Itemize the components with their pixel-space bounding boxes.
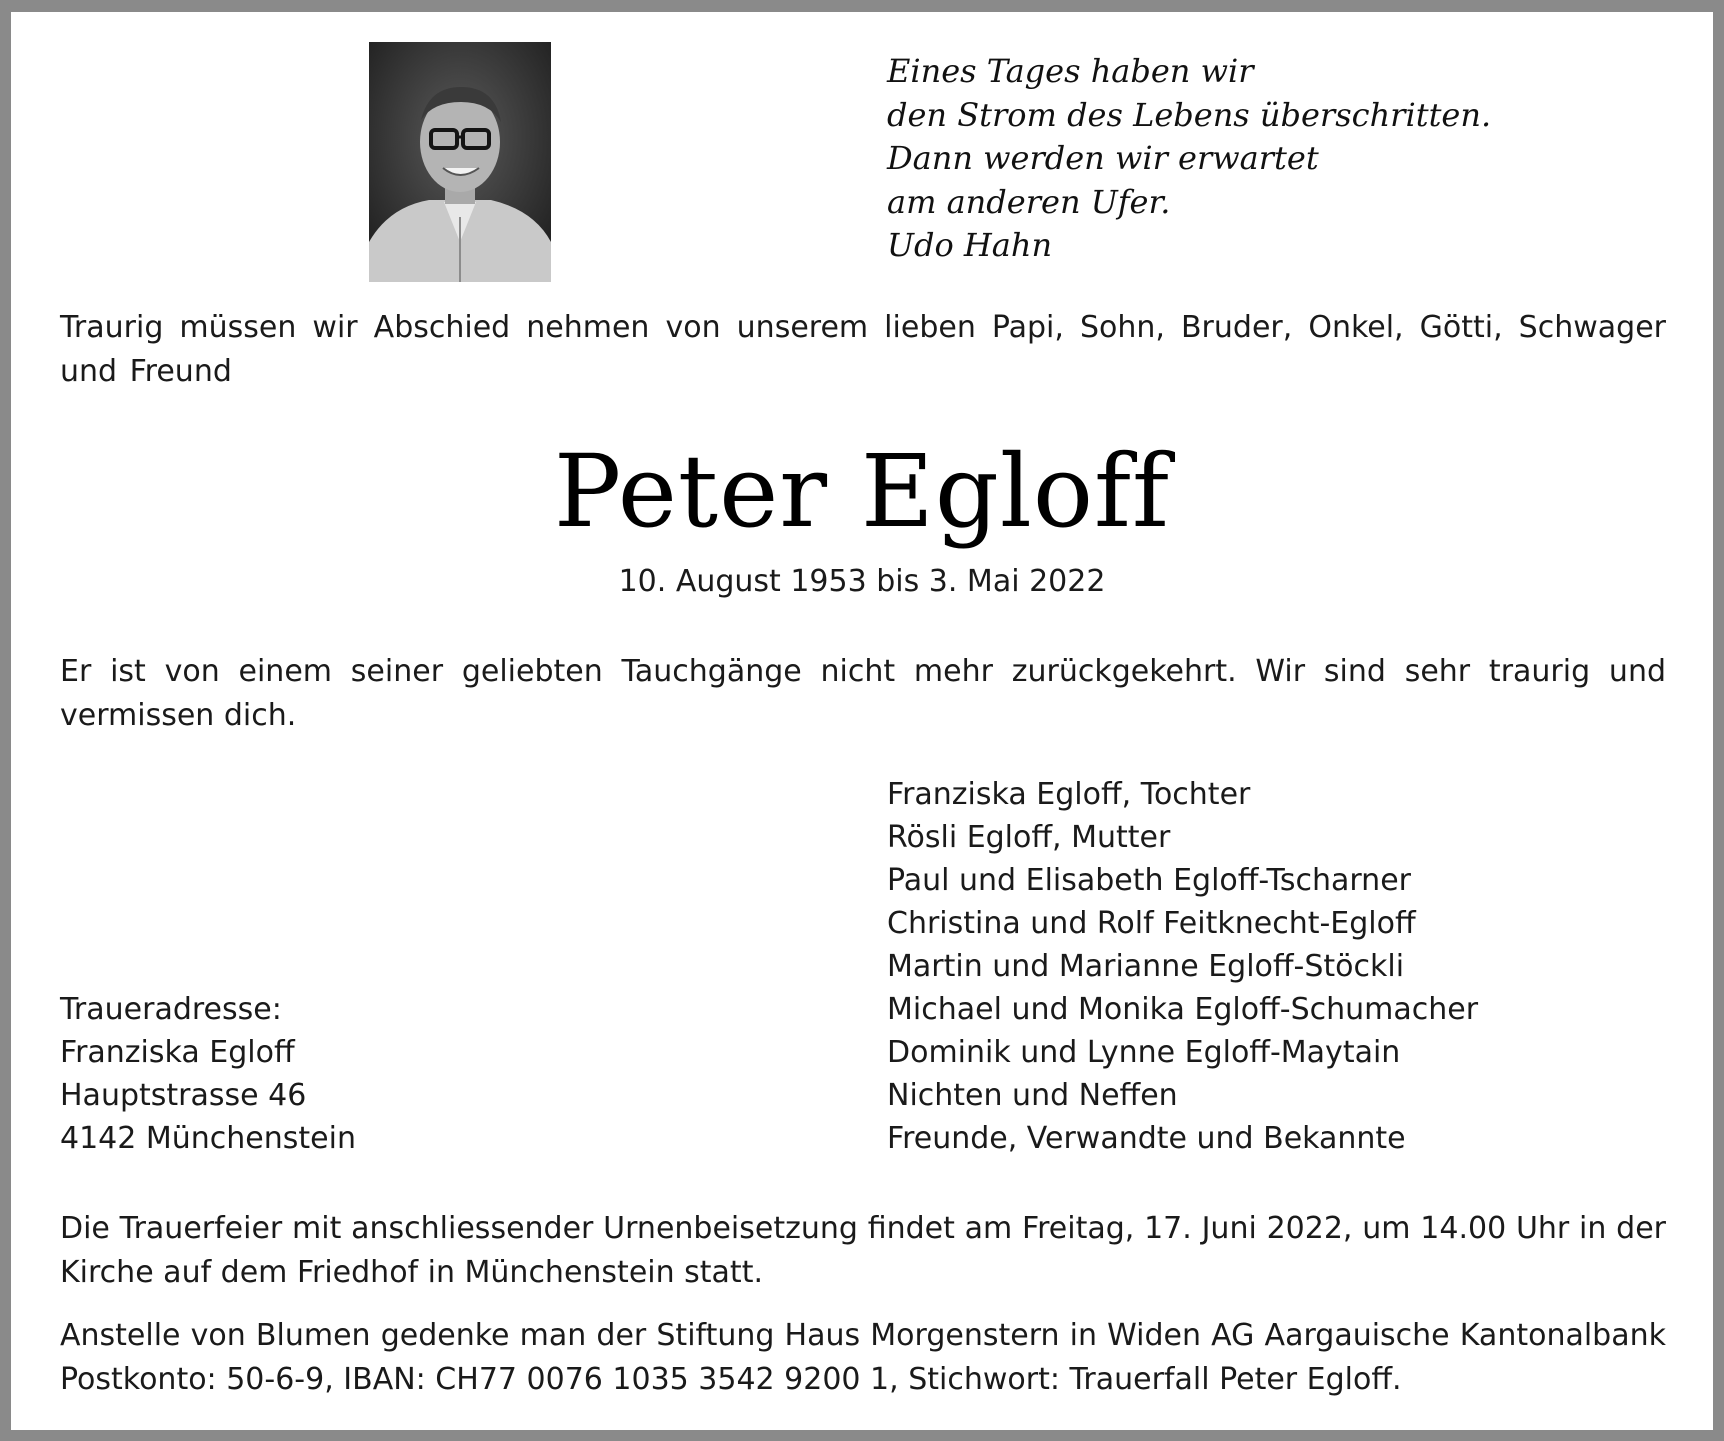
life-dates: 10. August 1953 bis 3. Mai 2022	[618, 564, 1106, 599]
mourner-item: Nichten und Neffen	[887, 1078, 1178, 1113]
mourner-item: Martin und Marianne Egloff-Stöckli	[887, 949, 1405, 984]
mourner-item: Freunde, Verwandte und Bekannte	[887, 1121, 1406, 1156]
quote-author: Udo Hahn	[887, 226, 1053, 264]
intro-text: Traurig müssen wir Abschied nehmen von unserem lieben Papi, Sohn, Bruder, Onkel, Götti, Schwager und Freund	[60, 310, 1666, 389]
quote-line: am anderen Ufer.	[887, 182, 1171, 221]
donation-text: Anstelle von Blumen gedenke man der Stiftung Haus Morgenstern in Widen AG Aargauische Kantonalbank Postkonto: 50-6-9, IBAN: CH77 0076 1035 3542 9200 1, Stichwort: Trauerfall Peter Egloff.	[60, 1318, 1666, 1397]
address-label: Traueradresse:	[60, 992, 282, 1027]
mourner-item: Franziska Egloff, Tochter	[887, 777, 1251, 812]
mourner-item: Dominik und Lynne Egloff-Maytain	[887, 1035, 1401, 1070]
mourners-list	[887, 773, 1478, 1160]
memorial-quote	[887, 50, 1491, 268]
mourner-item: Michael und Monika Egloff-Schumacher	[887, 992, 1479, 1027]
obituary-notice	[11, 12, 1713, 1430]
message-text: Er ist von einem seiner geliebten Tauchgänge nicht mehr zurückgekehrt. Wir sind sehr traurig und vermissen dich.	[60, 654, 1666, 733]
mourning-address	[60, 988, 356, 1160]
mourner-item: Paul und Elisabeth Egloff-Tscharner	[887, 863, 1411, 898]
mourner-item: Rösli Egloff, Mutter	[887, 820, 1171, 855]
address-name: Franziska Egloff	[60, 1035, 295, 1070]
quote-line: Dann werden wir erwartet	[887, 139, 1319, 177]
portrait-image	[369, 42, 551, 282]
quote-line: den Strom des Lebens überschritten.	[887, 95, 1492, 134]
ceremony-text: Die Trauerfeier mit anschliessender Urnenbeisetzung findet am Freitag, 17. Juni 2022, um 14.00 Uhr in der Kirche auf dem Friedhof in Münchenstein statt.	[60, 1211, 1666, 1290]
quote-line: Eines Tages haben wir	[887, 52, 1254, 90]
mourner-item: Christina und Rolf Feitknecht-Egloff	[887, 906, 1416, 941]
portrait-photo	[369, 42, 551, 282]
address-city: 4142 Münchenstein	[60, 1121, 356, 1156]
address-street: Hauptstrasse 46	[60, 1078, 307, 1113]
deceased-name: Peter Egloff	[553, 433, 1171, 550]
